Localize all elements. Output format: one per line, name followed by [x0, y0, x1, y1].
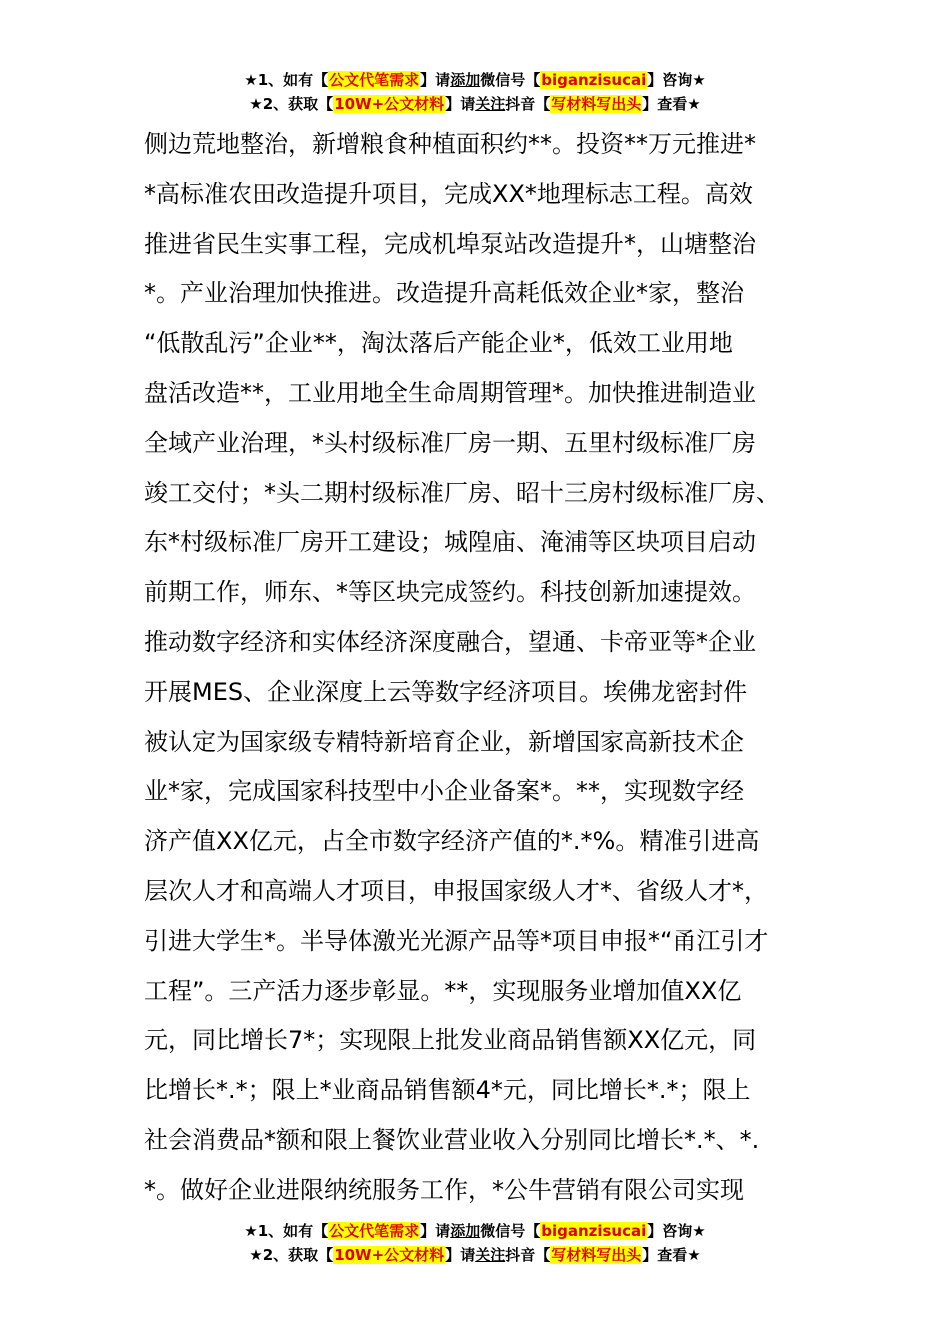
- banner-text: ★1、如有【: [244, 71, 329, 89]
- body-line: 推进省民生实事工程，完成机埠泵站改造提升*，山塘整治: [144, 229, 756, 258]
- banner-text: 】请: [445, 1246, 476, 1264]
- body-line: 推动数字经济和实体经济深度融合，望通、卡帝亚等*企业: [144, 627, 756, 656]
- body-line: 比增长*.*；限上*业商品销售额4*元，同比增长*.*；限上: [144, 1076, 751, 1105]
- banner-text: 】请: [420, 71, 451, 89]
- underlined-word: 关注: [475, 95, 506, 113]
- banner-text: 抖音【: [505, 1246, 551, 1264]
- body-line: 竣工交付；*头二期村级标准厂房、昭十三房村级标准厂房、: [144, 478, 780, 507]
- header-banner-line-1: [0, 68, 950, 92]
- banner-text: 】查看★: [642, 1246, 701, 1264]
- highlight-douyin-id: 写材料写出头: [551, 95, 642, 113]
- highlight-douyin-id: 写材料写出头: [551, 1246, 642, 1264]
- highlight-materials: 10W+公文材料: [334, 95, 445, 113]
- body-line: 前期工作，师东、*等区块完成签约。科技创新加速提效。: [144, 578, 756, 607]
- highlight-service: 公文代笔需求: [329, 71, 420, 89]
- banner-text: ★1、如有【: [244, 1222, 329, 1240]
- body-line: 盘活改造**，工业用地全生命周期管理*。加快推进制造业: [144, 378, 756, 407]
- body-line: 层次人才和高端人才项目，申报国家级人才*、省级人才*，: [144, 876, 768, 905]
- body-line: 侧边荒地整治，新增粮食种植面积约**。投资**万元推进*: [144, 130, 756, 158]
- banner-text: 微信号【: [480, 71, 541, 89]
- underlined-word: 关注: [475, 1246, 506, 1264]
- underlined-word: 添加: [450, 71, 481, 89]
- body-line: 东*村级标准厂房开工建设；城隍庙、淹浦等区块项目启动: [144, 528, 756, 557]
- highlight-materials: 10W+公文材料: [334, 1246, 445, 1264]
- banner-text: 】咨询★: [647, 1222, 706, 1240]
- body-line: 工程”。三产活力逐步彰显。**，实现服务业增加值XX亿: [144, 976, 742, 1005]
- underlined-word: 添加: [450, 1222, 481, 1240]
- header-banner: [0, 68, 950, 116]
- body-line: 元，同比增长7*；实现限上批发业商品销售额XX亿元，同: [144, 1026, 757, 1055]
- banner-text: ★2、获取【: [249, 95, 334, 113]
- body-line: *高标准农田改造提升项目，完成XX*地理标志工程。高效: [144, 179, 753, 208]
- body-line: 济产值XX亿元，占全市数字经济产值的*.*%。精准引进高: [144, 827, 760, 856]
- footer-banner-line-2: [0, 1243, 950, 1267]
- highlight-service: 公文代笔需求: [329, 1222, 420, 1240]
- highlight-wechat-id: biganzisucai: [541, 1222, 647, 1240]
- banner-text: 】咨询★: [647, 71, 706, 89]
- banner-text: 抖音【: [505, 95, 551, 113]
- highlight-wechat-id: biganzisucai: [541, 71, 647, 89]
- body-line: 全域产业治理，*头村级标准厂房一期、五里村级标准厂房: [144, 428, 756, 457]
- footer-banner-line-1: [0, 1219, 950, 1243]
- body-line: *。产业治理加快推进。改造提升高耗低效企业*家，整治: [144, 279, 744, 308]
- banner-text: ★2、获取【: [249, 1246, 334, 1264]
- body-line: *。做好企业进限纳统服务工作，*公牛营销有限公司实现: [144, 1175, 744, 1204]
- body-line: 业*家，完成国家科技型中小企业备案*。**，实现数字经: [144, 777, 744, 806]
- banner-text: 】请: [420, 1222, 451, 1240]
- header-banner-line-2: [0, 92, 950, 116]
- body-line: 开展MES、企业深度上云等数字经济项目。埃佛龙密封件: [144, 677, 748, 706]
- banner-text: 】查看★: [642, 95, 701, 113]
- footer-banner: [0, 1219, 950, 1267]
- document-body: [144, 120, 844, 1216]
- body-line: “低散乱污”企业**，淘汰落后产能企业*，低效工业用地: [144, 329, 733, 358]
- banner-text: 】请: [445, 95, 476, 113]
- body-line: 被认定为国家级专精特新培育企业，新增国家高新技术企: [144, 727, 744, 756]
- banner-text: 微信号【: [480, 1222, 541, 1240]
- body-line: 引进大学生*。半导体激光光源产品等*项目申报*“甬江引才: [144, 926, 769, 955]
- body-line: 社会消费品*额和限上餐饮业营业收入分别同比增长*.*、*.: [144, 1125, 760, 1154]
